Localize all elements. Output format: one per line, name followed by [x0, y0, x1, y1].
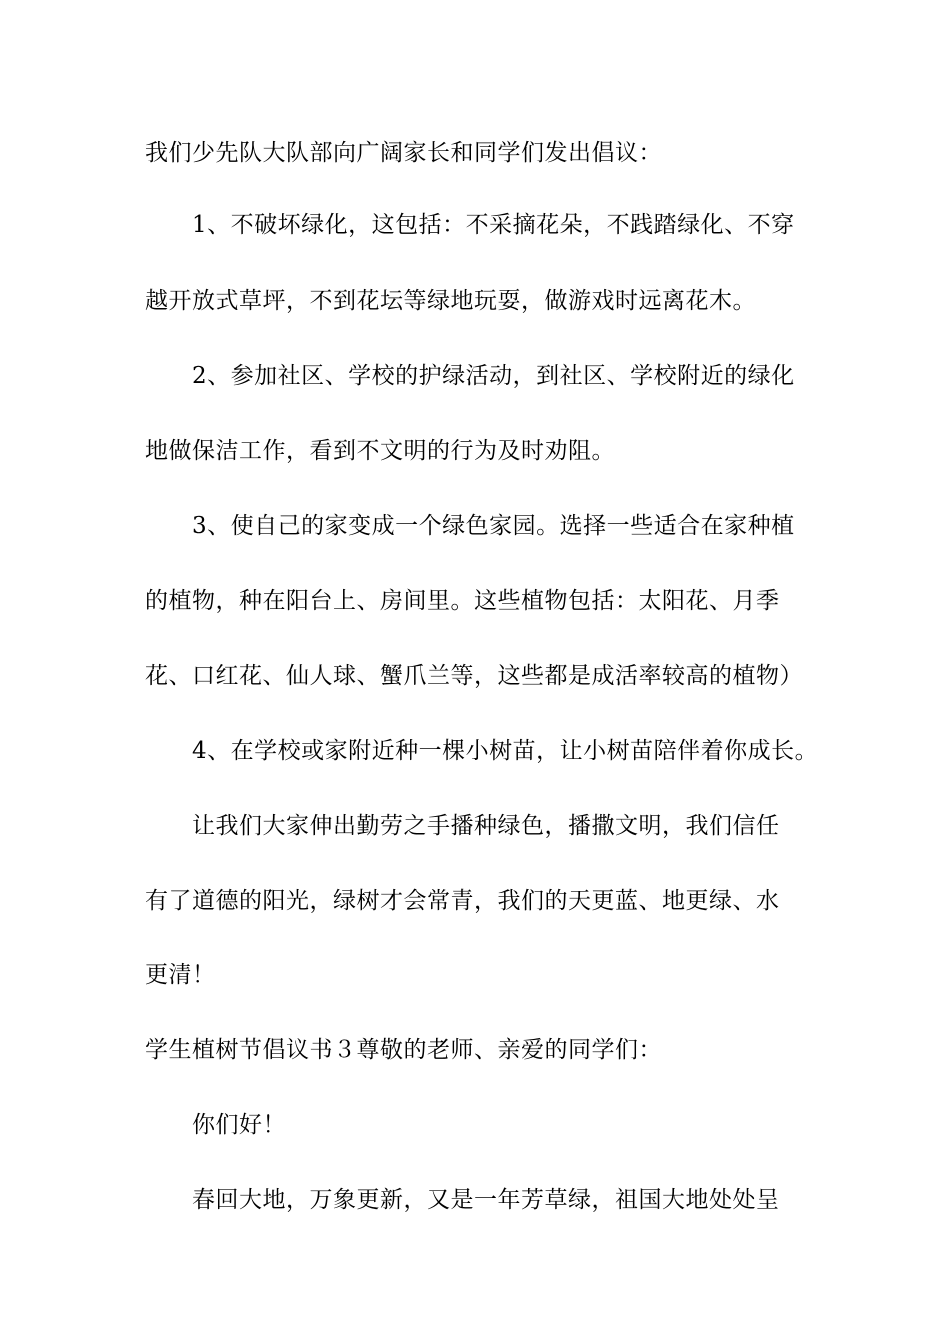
text-line: 1、不破坏绿化，这包括：不采摘花朵，不践踏绿化、不穿	[192, 212, 795, 238]
text-line: 4、在学校或家附近种一棵小树苗，让小树苗陪伴着你成长。	[192, 738, 819, 764]
text-line: 越开放式草坪，不到花坛等绿地玩耍，做游戏时远离花木。	[145, 288, 756, 314]
text-line: 花、口红花、仙人球、蟹爪兰等，这些都是成活率较高的植物）	[145, 663, 803, 689]
text-line: 的植物，种在阳台上、房间里。这些植物包括：太阳花、月季	[145, 588, 780, 614]
text-line: 有了道德的阳光，绿树才会常青，我们的天更蓝、地更绿、水	[145, 888, 780, 914]
text-line: 地做保洁工作，看到不文明的行为及时劝阻。	[145, 438, 615, 464]
greeting: 你们好！	[192, 1112, 286, 1138]
text-line: 3、使自己的家变成一个绿色家园。选择一些适合在家种植	[192, 513, 795, 539]
text-line: 2、参加社区、学校的护绿活动，到社区、学校附近的绿化	[192, 363, 795, 389]
text-line: 更清！	[145, 962, 216, 988]
text-line: 让我们大家伸出勤劳之手播种绿色，播撒文明，我们信任	[192, 813, 780, 839]
section-heading: 学生植树节倡议书３尊敬的老师、亲爱的同学们：	[145, 1037, 662, 1063]
text-line: 春回大地，万象更新，又是一年芳草绿，祖国大地处处呈	[192, 1187, 780, 1213]
text-line: 我们少先队大队部向广阔家长和同学们发出倡议：	[145, 140, 662, 166]
